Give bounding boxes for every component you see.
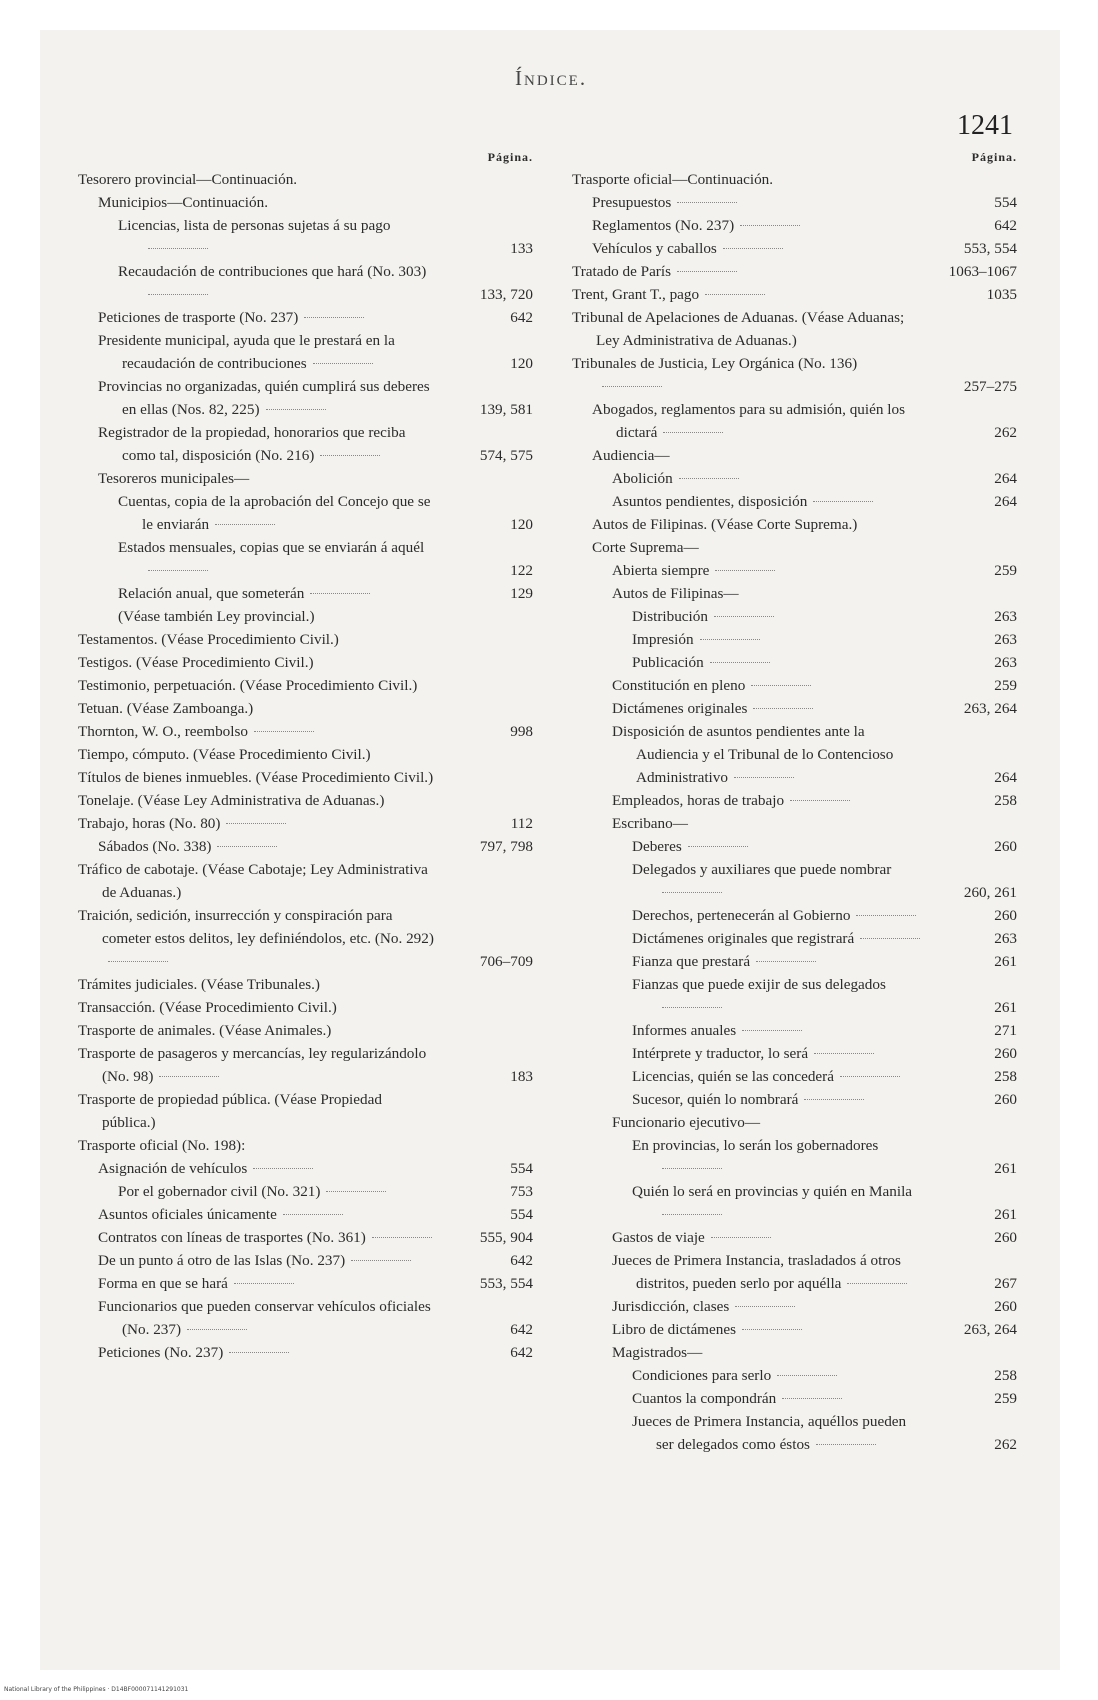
dot-leader	[662, 1214, 722, 1215]
index-entry: Abolición 264	[612, 470, 1017, 487]
dot-leader	[705, 294, 765, 295]
dot-leader	[700, 639, 760, 640]
index-entry: Deberes 260	[632, 838, 1017, 855]
entry-page-ref: 139, 581	[479, 401, 533, 418]
entry-text: Tráfico de cabotaje. (Véase Cabotaje; Ley Administrativa de Aduanas.)	[78, 861, 428, 901]
index-entry	[572, 260, 1017, 283]
dot-leader	[856, 915, 916, 916]
index-column-left	[78, 150, 533, 1364]
index-entry: Empleados, horas de trabajo 258	[612, 792, 1017, 809]
entry-text: Deberes	[632, 838, 682, 855]
dot-leader	[860, 938, 920, 939]
entry-text: En provincias, lo serán los gobernadores	[632, 1137, 879, 1154]
dot-leader	[677, 271, 737, 272]
entry-text: Licencias, quién se las concederá	[632, 1068, 834, 1085]
index-entry	[572, 283, 1017, 306]
index-entry: Fianza que prestará 261	[632, 953, 1017, 970]
index-entry: Jurisdicción, clases 260	[612, 1298, 1017, 1315]
entry-text: Trasporte oficial (No. 198):	[78, 1137, 246, 1154]
index-entry	[78, 168, 533, 191]
index-entry	[572, 812, 1017, 835]
entry-text: Asignación de vehículos	[98, 1160, 248, 1177]
entry-text: Informes anuales	[632, 1022, 737, 1039]
entry-text: Reglamentos (No. 237)	[592, 217, 735, 234]
entry-text: Trámites judiciales. (Véase Tribunales.)	[78, 976, 320, 993]
index-entry	[78, 628, 533, 651]
entry-text: Transacción. (Véase Procedimiento Civil.)	[78, 999, 337, 1016]
index-entry	[78, 375, 533, 421]
index-entry: Dictámenes originales que registrará 263	[632, 930, 1017, 947]
index-entry: Asuntos pendientes, disposición 264	[612, 493, 1017, 510]
entry-text: Impresión	[632, 631, 694, 648]
dot-leader	[187, 1329, 247, 1330]
index-entry	[78, 1088, 533, 1134]
index-entry	[78, 1272, 533, 1295]
index-entries	[572, 168, 1017, 1456]
index-entry	[572, 536, 1017, 559]
entry-text: Traición, sedición, insurrección y conspiración para cometer estos delitos, ley definiéndolos, etc. (No. 292)	[78, 907, 434, 947]
entry-text: Forma en que se hará	[98, 1275, 228, 1292]
entry-text: Testimonio, perpetuación. (Véase Procedimiento Civil.)	[78, 677, 418, 694]
entry-text: Derechos, pertenecerán al Gobierno	[632, 907, 851, 924]
dot-leader	[777, 1375, 837, 1376]
entry-text: Trasporte de propiedad pública. (Véase Propiedad pública.)	[78, 1091, 382, 1131]
index-entry	[78, 1226, 533, 1249]
entry-text: Tonelaje. (Véase Ley Administrativa de Aduanas.)	[78, 792, 385, 809]
index-entry	[572, 1341, 1017, 1364]
dot-leader	[320, 455, 380, 456]
dot-leader	[711, 1237, 771, 1238]
entry-page-ref: 706–709	[479, 953, 533, 970]
index-entry: Sucesor, quién lo nombrará 260	[632, 1091, 1017, 1108]
entry-text: Jueces de Primera Instancia, trasladados á otros distritos, pueden serlo por aquélla	[612, 1252, 901, 1292]
index-entry: Jueces de Primera Instancia, trasladados á otros distritos, pueden serlo por aquélla 267	[612, 1252, 1017, 1292]
entry-text: Trasporte oficial—Continuación.	[572, 171, 774, 188]
entry-text: Abolición	[612, 470, 673, 487]
dot-leader	[226, 823, 286, 824]
dot-leader	[688, 846, 748, 847]
entry-text: Autos de Filipinas. (Véase Corte Suprema.)	[592, 516, 858, 533]
dot-leader	[714, 616, 774, 617]
dot-leader	[662, 1168, 722, 1169]
dot-leader	[253, 1168, 313, 1169]
entry-text: Empleados, horas de trabajo	[612, 792, 785, 809]
dot-leader	[662, 1007, 722, 1008]
index-entry	[78, 766, 533, 789]
index-entry	[78, 260, 533, 306]
entry-text: Sucesor, quién lo nombrará	[632, 1091, 799, 1108]
entry-page-ref: 1063–1067	[948, 263, 1017, 280]
dot-leader	[602, 386, 662, 387]
dot-leader	[217, 846, 277, 847]
dot-leader	[742, 1030, 802, 1031]
entry-text: Contratos con líneas de trasportes (No. 361)	[98, 1229, 366, 1246]
index-entry: Asignación de vehículos 554	[98, 1160, 533, 1177]
index-entry	[78, 858, 533, 904]
entry-page-ref: 553, 554	[963, 240, 1017, 257]
index-entry: Constitución en pleno 259	[612, 677, 1017, 694]
entry-text: Peticiones (No. 237)	[98, 1344, 224, 1361]
index-entry: En provincias, lo serán los gobernadores 261	[632, 1137, 1017, 1177]
index-entries	[78, 168, 533, 1364]
index-entry: Publicación 263	[632, 654, 1017, 671]
index-entry	[78, 1019, 533, 1042]
entry-text: Testamentos. (Véase Procedimiento Civil.)	[78, 631, 339, 648]
entry-text: (Véase también Ley provincial.)	[118, 608, 315, 625]
entry-text: Delegados y auxiliares que puede nombrar	[632, 861, 892, 878]
entry-page-ref: 263, 264	[963, 700, 1017, 717]
entry-text: Sábados (No. 338)	[98, 838, 212, 855]
pagina-label: Página.	[487, 150, 533, 164]
entry-text: Tribunales de Justicia, Ley Orgánica (No. 136)	[572, 355, 858, 372]
entry-text: Gastos de viaje	[612, 1229, 705, 1246]
index-entry: Distribución 263	[632, 608, 1017, 625]
dot-leader	[790, 800, 850, 801]
dot-leader	[148, 570, 208, 571]
dot-leader	[723, 248, 783, 249]
entry-text: Presidente municipal, ayuda que le prestará en la recaudación de contribuciones	[98, 332, 395, 372]
entry-text: Tesoreros municipales—	[98, 470, 250, 487]
entry-text: Provincias no organizadas, quién cumplirá sus deberes en ellas (Nos. 82, 225)	[98, 378, 430, 418]
entry-page-ref: 1035	[986, 286, 1017, 303]
dot-leader	[159, 1076, 219, 1077]
entry-page-ref: 133, 720	[479, 286, 533, 303]
dot-leader	[677, 202, 737, 203]
page-header-title: Índice.	[515, 66, 588, 90]
index-entry: Trasporte de pasageros y mercancías, ley regularizándolo (No. 98) 183	[78, 1045, 533, 1085]
index-entry: Abierta siempre 259	[612, 562, 1017, 579]
index-entry: Peticiones (No. 237) 642	[98, 1344, 533, 1361]
index-entry: Quién lo será en provincias y quién en Manila 261	[632, 1183, 1017, 1223]
entry-text: Funcionarios que pueden conservar vehículos oficiales (No. 237)	[98, 1298, 431, 1338]
dot-leader	[310, 593, 370, 594]
entry-text: Quién lo será en provincias y quién en Manila	[632, 1183, 913, 1200]
entry-text: Asuntos pendientes, disposición	[612, 493, 808, 510]
dot-leader	[148, 294, 208, 295]
dot-leader	[254, 731, 314, 732]
index-entry: Asuntos oficiales únicamente 554	[98, 1206, 533, 1223]
entry-text: Trabajo, horas (No. 80)	[78, 815, 221, 832]
entry-text: Thornton, W. O., reembolso	[78, 723, 248, 740]
dot-leader	[662, 892, 722, 893]
entry-text: Tesorero provincial—Continuación.	[78, 171, 298, 188]
entry-text: Abogados, reglamentos para su admisión, quién los dictará	[592, 401, 905, 441]
dot-leader	[234, 1283, 294, 1284]
index-entry	[572, 352, 1017, 398]
index-entry: Por el gobernador civil (No. 321) 753	[118, 1183, 533, 1200]
entry-text: Registrador de la propiedad, honorarios que reciba como tal, disposición (No. 216)	[98, 424, 406, 464]
index-entry	[572, 237, 1017, 260]
entry-text: Por el gobernador civil (No. 321)	[118, 1183, 321, 1200]
dot-leader	[816, 1444, 876, 1445]
entry-page-ref: 574, 575	[479, 447, 533, 464]
footer-note: National Library of the Philippines · D14BF000071141291031	[4, 1686, 189, 1693]
entry-text: Asuntos oficiales únicamente	[98, 1206, 277, 1223]
index-entry: Cuantos la compondrán 259	[632, 1390, 1017, 1407]
dot-leader	[753, 708, 813, 709]
entry-text: Dictámenes originales que registrará	[632, 930, 855, 947]
entry-text: Tiempo, cómputo. (Véase Procedimiento Civil.)	[78, 746, 371, 763]
entry-text: Jueces de Primera Instancia, aquéllos pueden ser delegados como éstos	[632, 1413, 907, 1453]
entry-text: Relación anual, que someterán	[118, 585, 305, 602]
dot-leader	[304, 317, 364, 318]
index-entry: Disposición de asuntos pendientes ante la Audiencia y el Tribunal de lo Contencioso Administrativo 264	[612, 723, 1017, 786]
index-entry	[572, 513, 1017, 536]
entry-text: Tratado de París	[572, 263, 671, 280]
index-entry	[78, 697, 533, 720]
entry-text: Distribución	[632, 608, 708, 625]
index-entry	[572, 306, 1017, 352]
dot-leader	[283, 1214, 343, 1215]
dot-leader	[847, 1283, 907, 1284]
index-entry: Abogados, reglamentos para su admisión, quién los dictará 262	[592, 401, 1017, 441]
index-entry: Impresión 263	[632, 631, 1017, 648]
entry-text: Corte Suprema—	[592, 539, 699, 556]
index-entry: Estados mensuales, copias que se enviarán á aquél 122	[118, 539, 533, 579]
index-entry: Reglamentos (No. 237) 642	[592, 217, 1017, 234]
dot-leader	[782, 1398, 842, 1399]
dot-leader	[326, 1191, 386, 1192]
pagina-label: Página.	[971, 150, 1017, 164]
entry-text: Condiciones para serlo	[632, 1367, 772, 1384]
index-entry: Derechos, pertenecerán al Gobierno 260	[632, 907, 1017, 924]
index-entry	[78, 674, 533, 697]
dot-leader	[148, 248, 208, 249]
entry-text: Constitución en pleno	[612, 677, 746, 694]
dot-leader	[710, 662, 770, 663]
dot-leader	[266, 409, 326, 410]
index-entry: De un punto á otro de las Islas (No. 237) 642	[98, 1252, 533, 1269]
index-entry: Presidente municipal, ayuda que le prestará en la recaudación de contribuciones 120	[98, 332, 533, 372]
entry-text: Dictámenes originales	[612, 700, 748, 717]
dot-leader	[735, 1306, 795, 1307]
dot-leader	[804, 1099, 864, 1100]
dot-leader	[663, 432, 723, 433]
index-entry: Presupuestos 554	[592, 194, 1017, 211]
entry-text: Intérprete y traductor, lo será	[632, 1045, 809, 1062]
entry-text: Publicación	[632, 654, 704, 671]
dot-leader	[840, 1076, 900, 1077]
entry-text: Municipios—Continuación.	[98, 194, 269, 211]
index-column-right	[572, 150, 1017, 1456]
entry-page-ref: 263, 264	[963, 1321, 1017, 1338]
index-entry	[78, 835, 533, 858]
dot-leader	[751, 685, 811, 686]
page-number: 1241	[957, 110, 1013, 141]
index-entry: Cuentas, copia de la aprobación del Concejo que se le enviarán 120	[118, 493, 533, 533]
index-entry	[78, 973, 533, 996]
dot-leader	[679, 478, 739, 479]
entry-text: Trent, Grant T., pago	[572, 286, 700, 303]
dot-leader	[108, 961, 168, 962]
index-entry	[572, 582, 1017, 605]
index-entry	[78, 1134, 533, 1157]
index-entry: Informes anuales 271	[632, 1022, 1017, 1039]
index-entry: Fianzas que puede exijir de sus delegados 261	[632, 976, 1017, 1016]
index-entry	[572, 1111, 1017, 1134]
entry-page-ref: 553, 554	[479, 1275, 533, 1292]
entry-text: Fianzas que puede exijir de sus delegados	[632, 976, 886, 993]
entry-text: Recaudación de contribuciones que hará (No. 303)	[118, 263, 427, 280]
entry-text: Funcionario ejecutivo—	[612, 1114, 761, 1131]
entry-text: Tribunal de Apelaciones de Aduanas. (Véase Aduanas; Ley Administrativa de Aduanas.)	[572, 309, 905, 349]
index-entry	[572, 444, 1017, 467]
entry-text: Peticiones de trasporte (No. 237)	[98, 309, 299, 326]
index-entry: Thornton, W. O., reembolso 998	[78, 723, 533, 740]
entry-text: Trasporte de animales. (Véase Animales.)	[78, 1022, 332, 1039]
index-entry	[78, 651, 533, 674]
entry-text: Vehículos y caballos	[592, 240, 717, 257]
entry-text: Testigos. (Véase Procedimiento Civil.)	[78, 654, 314, 671]
index-entry: Peticiones de trasporte (No. 237) 642	[98, 309, 533, 326]
dot-leader	[740, 225, 800, 226]
dot-leader	[372, 1237, 432, 1238]
index-entry: Gastos de viaje 260	[612, 1229, 1017, 1246]
index-entry	[78, 605, 533, 628]
entry-text: Licencias, lista de personas sujetas á su pago	[118, 217, 391, 234]
entry-page-ref: 260, 261	[963, 884, 1017, 901]
index-entry	[78, 789, 533, 812]
index-entry	[572, 858, 1017, 904]
dot-leader	[734, 777, 794, 778]
index-entry	[78, 467, 533, 490]
dot-leader	[215, 524, 275, 525]
entry-text: Jurisdicción, clases	[612, 1298, 730, 1315]
entry-text: Escribano—	[612, 815, 688, 832]
entry-text: Trasporte de pasageros y mercancías, ley regularizándolo (No. 98)	[78, 1045, 427, 1085]
index-entry	[572, 1318, 1017, 1341]
entry-text: Libro de dictámenes	[612, 1321, 736, 1338]
index-entry	[78, 191, 533, 214]
dot-leader	[756, 961, 816, 962]
index-entry: Relación anual, que someterán 129	[118, 585, 533, 602]
entry-text: Títulos de bienes inmuebles. (Véase Procedimiento Civil.)	[78, 769, 434, 786]
entry-text: Cuentas, copia de la aprobación del Concejo que se le enviarán	[118, 493, 431, 533]
entry-text: De un punto á otro de las Islas (No. 237)	[98, 1252, 346, 1269]
entry-text: Abierta siempre	[612, 562, 710, 579]
entry-text: Audiencia—	[592, 447, 670, 464]
dot-leader	[814, 1053, 874, 1054]
entry-page-ref: 257–275	[963, 378, 1017, 395]
dot-leader	[229, 1352, 289, 1353]
index-entry: Licencias, quién se las concederá 258	[632, 1068, 1017, 1085]
index-entry	[78, 904, 533, 973]
index-entry	[572, 697, 1017, 720]
entry-text: Magistrados—	[612, 1344, 703, 1361]
index-entry: Licencias, lista de personas sujetas á su pago 133	[118, 217, 533, 257]
index-entry: Jueces de Primera Instancia, aquéllos pueden ser delegados como éstos 262	[632, 1413, 1017, 1453]
dot-leader	[742, 1329, 802, 1330]
index-entry	[572, 168, 1017, 191]
index-entry: Trabajo, horas (No. 80) 112	[78, 815, 533, 832]
entry-text: Tetuan. (Véase Zamboanga.)	[78, 700, 254, 717]
dot-leader	[351, 1260, 411, 1261]
dot-leader	[715, 570, 775, 571]
index-entry	[78, 996, 533, 1019]
entry-text: Fianza que prestará	[632, 953, 751, 970]
index-entry: Condiciones para serlo 258	[632, 1367, 1017, 1384]
index-entry	[78, 421, 533, 467]
entry-text: Presupuestos	[592, 194, 672, 211]
index-entry: Funcionarios que pueden conservar vehículos oficiales (No. 237) 642	[98, 1298, 533, 1338]
entry-page-ref: 797, 798	[479, 838, 533, 855]
entry-text: Estados mensuales, copias que se enviarán á aquél	[118, 539, 425, 556]
index-entry: Intérprete y traductor, lo será 260	[632, 1045, 1017, 1062]
index-entry	[78, 743, 533, 766]
entry-text: Autos de Filipinas—	[612, 585, 739, 602]
dot-leader	[313, 363, 373, 364]
dot-leader	[813, 501, 873, 502]
entry-text: Disposición de asuntos pendientes ante la Audiencia y el Tribunal de lo Contencioso Administrativo	[612, 723, 894, 786]
entry-text: Cuantos la compondrán	[632, 1390, 777, 1407]
entry-page-ref: 555, 904	[479, 1229, 533, 1246]
